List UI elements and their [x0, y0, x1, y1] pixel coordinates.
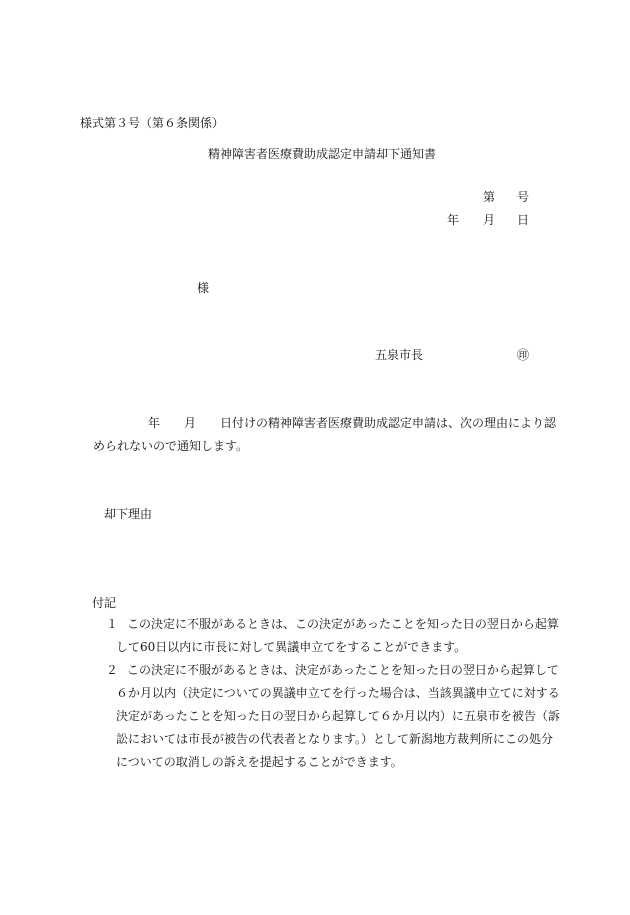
addressee-suffix: 様: [197, 281, 210, 295]
issuer-name: 五泉市長: [375, 348, 424, 362]
form-number: 様式第３号（第６条関係）: [80, 116, 225, 130]
document-title: 精神障害者医療費助成認定申請却下通知書: [207, 147, 436, 161]
body-text-line-1: [148, 417, 556, 429]
note-2-line-4: 訟においては市長が被告の代表者となります。）として新潟地方裁判所にこの処分: [116, 732, 554, 746]
body-month-label: 月: [184, 416, 197, 430]
document-number-go: 号: [517, 190, 530, 204]
seal-mark: ㊞: [517, 348, 530, 362]
note-2-line-5: についての取消しの訴えを提起することができます。: [116, 755, 403, 769]
note-2-line-2: ６か月以内（決定についての異議申立てを行った場合は、当該異議申立てに対する: [116, 686, 560, 700]
note-1-line-1: この決定に不服があるときは、この決定があったことを知った日の翌日から起算: [127, 617, 559, 631]
note-1-number: １: [106, 617, 119, 631]
date-year-label: 年: [447, 213, 460, 227]
rejection-reason-label: 却下理由: [104, 507, 153, 521]
notes-heading: 付記: [92, 596, 117, 610]
date-day-label: 日: [517, 213, 530, 227]
note-2-line-3: 決定があったことを知った日の翌日から起算して６か月以内）に五泉市を被告（訴: [116, 709, 560, 723]
note-2-line-1: この決定に不服があるときは、決定があったことを知った日の翌日から起算して: [127, 663, 559, 677]
body-year-label: 年: [148, 416, 161, 430]
note-1-line-2: して60日以内に市長に対して異議申立てをすることができます。: [116, 640, 467, 654]
body-text-line-2: められないので通知します。: [93, 439, 249, 453]
date-month-label: 月: [483, 213, 496, 227]
body-text-rest: 日付けの精神障害者医療費助成認定申請は、次の理由により認: [220, 416, 557, 430]
document-number-dai: 第: [483, 190, 496, 204]
note-2-number: ２: [106, 663, 119, 677]
